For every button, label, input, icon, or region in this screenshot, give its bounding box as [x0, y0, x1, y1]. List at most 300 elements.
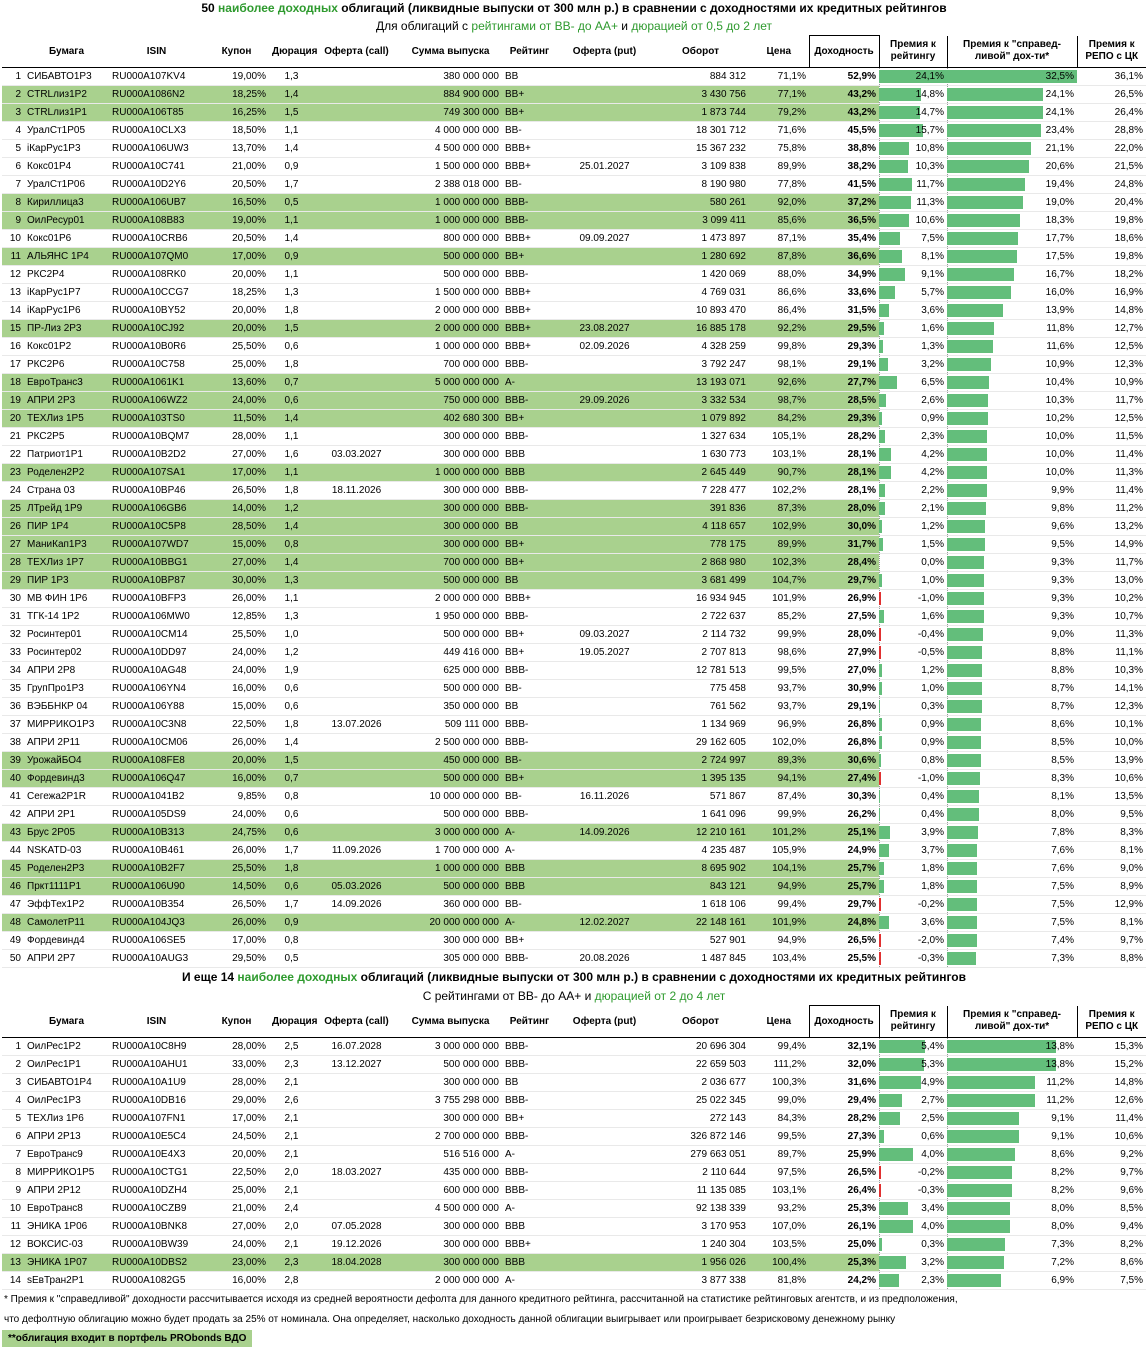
coupon: 26,00%	[204, 842, 269, 860]
premium-rating	[879, 374, 947, 392]
rating: BBB-	[502, 1164, 557, 1182]
premium-repo: 14,8%	[1077, 302, 1146, 320]
coupon: 20,00%	[204, 1146, 269, 1164]
bond-name: ПИР 1Р4	[24, 518, 109, 536]
isin: RU000A10BNK8	[109, 1218, 204, 1236]
col-prem-repo: Премия к РЕПО с ЦК	[1077, 36, 1146, 68]
table-row	[2, 698, 1146, 716]
price: 92,2%	[749, 320, 809, 338]
row-num: 46	[2, 878, 24, 896]
premium-fair-value: 8,8%	[1051, 647, 1074, 658]
turnover: 761 562	[652, 698, 749, 716]
call-date	[314, 356, 399, 374]
premium-rating	[879, 158, 947, 176]
call-date	[314, 266, 399, 284]
premium-fair-value: 7,6%	[1051, 863, 1074, 874]
premium-fair	[947, 140, 1077, 158]
premium-fair	[947, 1092, 1077, 1110]
premium-fair	[947, 662, 1077, 680]
coupon: 15,00%	[204, 698, 269, 716]
premium-repo: 12,5%	[1077, 338, 1146, 356]
bond-name: ТЕХЛиз 1Р5	[24, 410, 109, 428]
premium-fair-value: 18,3%	[1045, 215, 1074, 226]
row-num: 27	[2, 536, 24, 554]
duration: 1,3	[269, 572, 314, 590]
premium-rating-value: -0,3%	[917, 1185, 944, 1196]
premium-fair	[947, 896, 1077, 914]
issue-volume: 2 000 000 000	[399, 1272, 502, 1290]
premium-repo: 10,6%	[1077, 770, 1146, 788]
price: 86,4%	[749, 302, 809, 320]
premium-rating	[879, 446, 947, 464]
isin: RU000A106YN4	[109, 680, 204, 698]
turnover: 4 769 031	[652, 284, 749, 302]
call-date	[314, 1272, 399, 1290]
duration: 1,5	[269, 104, 314, 122]
premium-rating	[879, 788, 947, 806]
coupon: 16,00%	[204, 770, 269, 788]
table-row	[2, 932, 1146, 950]
premium-rating-value: 2,7%	[921, 1095, 944, 1106]
premium-fair-value: 7,5%	[1051, 917, 1074, 928]
put-date	[557, 1200, 652, 1218]
put-date	[557, 248, 652, 266]
rating: BBB-	[502, 1092, 557, 1110]
yield: 32,0%	[809, 1056, 879, 1074]
premium-rating-value: 3,2%	[921, 1257, 944, 1268]
premium-rating	[879, 1236, 947, 1254]
row-num: 11	[2, 1218, 24, 1236]
turnover: 8 695 902	[652, 860, 749, 878]
coupon: 29,50%	[204, 950, 269, 968]
duration: 2,5	[269, 1038, 314, 1056]
premium-repo: 7,5%	[1077, 1272, 1146, 1290]
premium-rating-value: 0,9%	[921, 413, 944, 424]
premium-rating	[879, 1038, 947, 1056]
premium-rating-value: 4,2%	[921, 467, 944, 478]
table-row	[2, 446, 1146, 464]
premium-rating	[879, 320, 947, 338]
bond-name: ЕвроТранс8	[24, 1200, 109, 1218]
subtitle-1-duration: дюрацией от 0,5 до 2 лет	[631, 19, 773, 33]
premium-rating-value: 1,6%	[921, 323, 944, 334]
price: 102,0%	[749, 734, 809, 752]
duration: 0,9	[269, 914, 314, 932]
turnover: 3 332 534	[652, 392, 749, 410]
isin: RU000A10B354	[109, 896, 204, 914]
isin: RU000A10CZB9	[109, 1200, 204, 1218]
price: 89,7%	[749, 1146, 809, 1164]
premium-rating	[879, 1092, 947, 1110]
table-row	[2, 608, 1146, 626]
isin: RU000A10BY52	[109, 302, 204, 320]
duration: 1,8	[269, 482, 314, 500]
put-date	[557, 446, 652, 464]
price: 93,7%	[749, 680, 809, 698]
yield: 27,9%	[809, 644, 879, 662]
bonds-table-long-body	[2, 1038, 1146, 1290]
premium-fair	[947, 176, 1077, 194]
coupon: 11,50%	[204, 410, 269, 428]
turnover: 1 618 106	[652, 896, 749, 914]
call-date	[314, 824, 399, 842]
put-date	[557, 284, 652, 302]
premium-rating-value: 0,9%	[921, 719, 944, 730]
table-row	[2, 266, 1146, 284]
row-num: 23	[2, 464, 24, 482]
premium-fair	[947, 1272, 1077, 1290]
coupon: 24,50%	[204, 1128, 269, 1146]
bond-name: РКС2Р6	[24, 356, 109, 374]
premium-fair	[947, 482, 1077, 500]
price: 92,6%	[749, 374, 809, 392]
turnover: 3 109 838	[652, 158, 749, 176]
rating: BB	[502, 572, 557, 590]
table-row	[2, 482, 1146, 500]
yield: 36,5%	[809, 212, 879, 230]
rating: A-	[502, 374, 557, 392]
isin: RU000A1041B2	[109, 788, 204, 806]
turnover: 2 114 732	[652, 626, 749, 644]
bond-name: ОилРес1Р2	[24, 1038, 109, 1056]
isin: RU000A108RK0	[109, 266, 204, 284]
call-date	[314, 500, 399, 518]
turnover: 1 395 135	[652, 770, 749, 788]
coupon: 24,00%	[204, 806, 269, 824]
issue-volume: 500 000 000	[399, 878, 502, 896]
premium-rating	[879, 140, 947, 158]
turnover: 571 867	[652, 788, 749, 806]
premium-rating	[879, 1164, 947, 1182]
rating: A-	[502, 1146, 557, 1164]
premium-rating	[879, 896, 947, 914]
turnover: 10 893 470	[652, 302, 749, 320]
yield: 26,8%	[809, 734, 879, 752]
call-date	[314, 1110, 399, 1128]
duration: 1,7	[269, 896, 314, 914]
premium-fair	[947, 608, 1077, 626]
row-num: 30	[2, 590, 24, 608]
premium-fair	[947, 698, 1077, 716]
row-num: 21	[2, 428, 24, 446]
row-num: 6	[2, 158, 24, 176]
row-num: 19	[2, 392, 24, 410]
table-row	[2, 1218, 1146, 1236]
price: 96,9%	[749, 716, 809, 734]
yield: 24,9%	[809, 842, 879, 860]
turnover: 4 235 487	[652, 842, 749, 860]
coupon: 13,60%	[204, 374, 269, 392]
price: 81,8%	[749, 1272, 809, 1290]
put-date	[557, 374, 652, 392]
premium-rating-value: 10,6%	[915, 215, 944, 226]
duration: 1,3	[269, 284, 314, 302]
table-row	[2, 1074, 1146, 1092]
table-row	[2, 284, 1146, 302]
premium-fair-value: 8,7%	[1051, 701, 1074, 712]
coupon: 18,25%	[204, 86, 269, 104]
turnover: 2 868 980	[652, 554, 749, 572]
turnover: 580 261	[652, 194, 749, 212]
row-num: 18	[2, 374, 24, 392]
yield: 36,6%	[809, 248, 879, 266]
row-num: 38	[2, 734, 24, 752]
rating: BBB+	[502, 320, 557, 338]
call-date	[314, 680, 399, 698]
yield: 31,6%	[809, 1074, 879, 1092]
duration: 0,8	[269, 932, 314, 950]
issue-volume: 10 000 000 000	[399, 788, 502, 806]
put-date	[557, 536, 652, 554]
premium-rating-value: 0,3%	[921, 1239, 944, 1250]
premium-rating	[879, 500, 947, 518]
premium-rating-value: 1,5%	[921, 539, 944, 550]
turnover: 2 722 637	[652, 608, 749, 626]
premium-repo: 14,1%	[1077, 680, 1146, 698]
duration: 1,4	[269, 518, 314, 536]
coupon: 20,00%	[204, 302, 269, 320]
premium-repo: 11,7%	[1077, 554, 1146, 572]
subtitle-2	[0, 987, 1148, 1005]
premium-rating-value: 5,3%	[921, 1059, 944, 1070]
bond-name: ТЕХЛиз 1Р6	[24, 1110, 109, 1128]
turnover: 326 872 146	[652, 1128, 749, 1146]
price: 101,9%	[749, 590, 809, 608]
put-date	[557, 194, 652, 212]
turnover: 25 022 345	[652, 1092, 749, 1110]
duration: 0,7	[269, 770, 314, 788]
footnote-2: что дефолтную облигацию можно будет продать за 25% от номинала. Она определяет, насколько доходность данной облигации выигрывает или проигрывает безрисковому денежному рынку	[4, 1314, 896, 1325]
isin: RU000A106U90	[109, 878, 204, 896]
price: 102,3%	[749, 554, 809, 572]
premium-fair-value: 10,3%	[1045, 395, 1074, 406]
premium-fair-value: 8,2%	[1051, 1185, 1074, 1196]
premium-fair	[947, 1128, 1077, 1146]
issue-volume: 3 000 000 000	[399, 1038, 502, 1056]
premium-rating	[879, 680, 947, 698]
rating: BBB+	[502, 230, 557, 248]
premium-rating-value: 14,7%	[915, 107, 944, 118]
duration: 2,1	[269, 1128, 314, 1146]
premium-fair-value: 11,8%	[1046, 323, 1074, 334]
premium-fair-value: 8,7%	[1051, 683, 1074, 694]
premium-rating-value: 2,3%	[921, 1275, 944, 1286]
premium-rating-value: 3,6%	[921, 917, 944, 928]
row-num: 40	[2, 770, 24, 788]
table-row	[2, 1254, 1146, 1272]
duration: 0,6	[269, 806, 314, 824]
turnover: 3 877 338	[652, 1272, 749, 1290]
premium-repo: 15,2%	[1077, 1056, 1146, 1074]
row-num: 10	[2, 1200, 24, 1218]
issue-volume: 402 680 300	[399, 410, 502, 428]
rating: BBB	[502, 446, 557, 464]
premium-rating-value: 5,7%	[921, 287, 944, 298]
coupon: 13,70%	[204, 140, 269, 158]
premium-rating-value: 6,5%	[921, 377, 944, 388]
premium-fair-value: 10,4%	[1045, 377, 1074, 388]
premium-fair	[947, 464, 1077, 482]
put-date	[557, 482, 652, 500]
call-date: 03.03.2027	[314, 446, 399, 464]
issue-volume: 2 700 000 000	[399, 1128, 502, 1146]
bond-name: СИБАВТО1Р4	[24, 1074, 109, 1092]
price: 107,0%	[749, 1218, 809, 1236]
call-date	[314, 320, 399, 338]
turnover: 775 458	[652, 680, 749, 698]
row-num: 7	[2, 176, 24, 194]
rating: BBB+	[502, 284, 557, 302]
yield: 24,8%	[809, 914, 879, 932]
call-date	[314, 1200, 399, 1218]
row-num: 16	[2, 338, 24, 356]
premium-repo: 11,2%	[1077, 500, 1146, 518]
yield: 27,7%	[809, 374, 879, 392]
premium-fair	[947, 248, 1077, 266]
premium-fair-value: 10,0%	[1045, 449, 1074, 460]
duration: 1,8	[269, 716, 314, 734]
premium-repo: 12,7%	[1077, 320, 1146, 338]
issue-volume: 500 000 000	[399, 680, 502, 698]
premium-fair	[947, 1056, 1077, 1074]
call-date	[314, 806, 399, 824]
yield: 32,1%	[809, 1038, 879, 1056]
premium-fair-value: 8,1%	[1051, 791, 1074, 802]
premium-fair-value: 7,3%	[1051, 1239, 1074, 1250]
call-date	[314, 662, 399, 680]
premium-fair-value: 8,2%	[1051, 1167, 1074, 1178]
table-row	[2, 410, 1146, 428]
call-date: 13.12.2027	[314, 1056, 399, 1074]
issue-volume: 300 000 000	[399, 1236, 502, 1254]
coupon: 16,00%	[204, 1272, 269, 1290]
premium-rating-value: 0,6%	[921, 1131, 944, 1142]
col-prem-fair: Премия к "справед-ливой" дох-ти*	[947, 36, 1077, 68]
turnover: 16 934 945	[652, 590, 749, 608]
turnover: 12 781 513	[652, 662, 749, 680]
yield: 27,0%	[809, 662, 879, 680]
premium-rating-value: 0,3%	[921, 701, 944, 712]
premium-repo: 19,8%	[1077, 212, 1146, 230]
issue-volume: 749 300 000	[399, 104, 502, 122]
premium-rating-value: -1,0%	[917, 593, 944, 604]
isin: RU000A10A1U9	[109, 1074, 204, 1092]
table-row	[2, 662, 1146, 680]
col-rating: Рейтинг	[502, 1006, 557, 1038]
put-date	[557, 770, 652, 788]
yield: 29,7%	[809, 896, 879, 914]
put-date	[557, 1164, 652, 1182]
row-num: 2	[2, 1056, 24, 1074]
premium-rating-value: 2,3%	[921, 431, 944, 442]
turnover: 1 956 026	[652, 1254, 749, 1272]
premium-repo: 11,1%	[1077, 644, 1146, 662]
rating: BBB-	[502, 500, 557, 518]
row-num: 3	[2, 1074, 24, 1092]
issue-volume: 305 000 000	[399, 950, 502, 968]
bond-name: ПИР 1Р3	[24, 572, 109, 590]
row-num: 45	[2, 860, 24, 878]
call-date	[314, 158, 399, 176]
duration: 1,3	[269, 608, 314, 626]
premium-rating	[879, 356, 947, 374]
premium-rating	[879, 1272, 947, 1290]
bond-name: ТЕХЛиз 1Р7	[24, 554, 109, 572]
call-date	[314, 122, 399, 140]
rating: BB+	[502, 644, 557, 662]
turnover: 843 121	[652, 878, 749, 896]
footnote-1: * Премия к "справедливой" доходности рассчитывается исходя из средней вероятности дефолта для данного кредитного рейтинга, рассчитанной на статистике рейтинговых агентств, и из предположения,	[4, 1294, 958, 1305]
premium-repo: 11,7%	[1077, 392, 1146, 410]
premium-fair	[947, 734, 1077, 752]
premium-fair	[947, 446, 1077, 464]
put-date	[557, 752, 652, 770]
issue-volume: 600 000 000	[399, 1182, 502, 1200]
table-row	[2, 1236, 1146, 1254]
put-date	[557, 1254, 652, 1272]
rating: BBB-	[502, 806, 557, 824]
row-num: 42	[2, 806, 24, 824]
premium-repo: 15,3%	[1077, 1038, 1146, 1056]
yield: 30,0%	[809, 518, 879, 536]
put-date: 23.08.2027	[557, 320, 652, 338]
coupon: 25,50%	[204, 860, 269, 878]
put-date	[557, 212, 652, 230]
premium-repo: 9,5%	[1077, 806, 1146, 824]
price: 99,9%	[749, 806, 809, 824]
yield: 25,7%	[809, 860, 879, 878]
premium-fair	[947, 536, 1077, 554]
premium-repo: 19,8%	[1077, 248, 1146, 266]
bond-name: ОилРесур01	[24, 212, 109, 230]
premium-fair	[947, 1200, 1077, 1218]
table-row	[2, 1128, 1146, 1146]
rating: BBB-	[502, 1056, 557, 1074]
bond-name: Кокс01Р4	[24, 158, 109, 176]
row-num: 14	[2, 302, 24, 320]
yield: 35,4%	[809, 230, 879, 248]
bond-name: ЭффТех1Р2	[24, 896, 109, 914]
price: 97,5%	[749, 1164, 809, 1182]
issue-volume: 360 000 000	[399, 896, 502, 914]
premium-rating-value: 2,2%	[921, 485, 944, 496]
premium-rating-value: 8,1%	[921, 251, 944, 262]
table-row	[2, 140, 1146, 158]
coupon: 21,00%	[204, 1200, 269, 1218]
yield: 38,8%	[809, 140, 879, 158]
issue-volume: 700 000 000	[399, 554, 502, 572]
table-row	[2, 1164, 1146, 1182]
row-num: 41	[2, 788, 24, 806]
row-num: 9	[2, 1182, 24, 1200]
issue-volume: 4 500 000 000	[399, 140, 502, 158]
premium-repo: 22,0%	[1077, 140, 1146, 158]
coupon: 27,00%	[204, 554, 269, 572]
premium-fair	[947, 194, 1077, 212]
premium-fair	[947, 878, 1077, 896]
premium-fair-value: 20,6%	[1045, 161, 1074, 172]
duration: 2,1	[269, 1110, 314, 1128]
bond-name: СамолетР11	[24, 914, 109, 932]
premium-repo: 11,4%	[1077, 1110, 1146, 1128]
table-row	[2, 1056, 1146, 1074]
turnover: 1 487 845	[652, 950, 749, 968]
row-num: 12	[2, 1236, 24, 1254]
put-date	[557, 572, 652, 590]
coupon: 30,00%	[204, 572, 269, 590]
duration: 2,1	[269, 1074, 314, 1092]
coupon: 24,00%	[204, 644, 269, 662]
